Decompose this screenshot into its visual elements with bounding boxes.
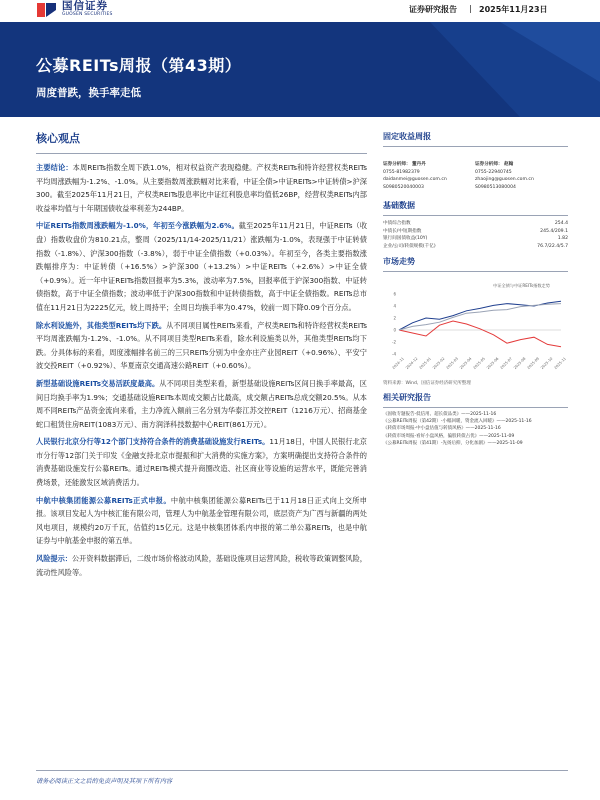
paragraph-main-conclusion [36, 161, 367, 215]
body-text: 从不同项目属性REITs来看，产权类REITs和特许经营权类REITs平均周涨跌幅为-1.2%、-1.0%。从不同项目类型REITs来看，除水利设施类以外，其他类型REITs均下跌。分具体标的来看，周度涨幅排名前三的三只REITs分别为中金亦庄产业园REIT（+0.96%）、平安宁波交投REIT（+0.92%）、华夏南京交通高速公路REIT（+0.60%）。 [36, 320, 367, 371]
analyst-phone: 0755-81982379 [383, 169, 420, 175]
header-separator: | [469, 4, 472, 13]
report-title: 公募REITs周报（第43期） [36, 56, 242, 75]
body-text: 本周REITs指数全周下跌1.0%，相对权益资产表现稳健。产权类REITs和特许经营权类REITs平均周涨跌幅为-1.2%、-1.0%。从主要指数周涨跌幅对比来看，中证全债>中证REITs>中证转债>沪深300。截至2025年11月21日，产权类REITs股息率比中证红利股息率均值低26BP，经营权类REITs内部收益率均值与十年期国债收益率利差为244BP。 [36, 163, 367, 213]
body-text: 公开资料数据滞后，二级市场价格波动风险，基础设施项目运营风险，税收等政策调整风险，流动性风险等。 [36, 554, 367, 577]
basic-data-value: 254.4 [554, 221, 568, 227]
guosen-logo [36, 1, 113, 19]
basic-data-row [383, 243, 568, 250]
related-report-link[interactable]: 《转债市场周报-看好小盘风格，偏股转债占优》——2025-11-09 [383, 433, 515, 439]
market-chart [383, 278, 568, 378]
y-tick-label: -4 [392, 351, 396, 357]
lead-text: 人民银行北京分行等12个部门支持符合条件的消费基础设施发行REITs。 [36, 437, 270, 447]
y-tick-label: 4 [393, 303, 396, 309]
x-tick-label: 2025-01 [418, 356, 433, 371]
analyst-name: 赵翰 [504, 162, 514, 167]
analyst-email[interactable]: zhaojing@guosen.com.cn [475, 177, 534, 183]
related-reports [383, 411, 568, 447]
x-tick-label: 2025-08 [513, 356, 527, 371]
x-tick-label: 2025-10 [540, 356, 554, 371]
footer-divider [36, 770, 568, 771]
related-heading: 相关研究报告 [383, 393, 431, 402]
hero-banner [0, 22, 600, 117]
analyst-2 [475, 161, 567, 191]
lead-text: 中证REITs指数周涨跌幅为-1.0%，年初至今涨跌幅为2.6%。 [36, 221, 239, 231]
y-tick-label: -2 [392, 339, 396, 345]
related-report-link[interactable]: 《公募REITs周报（第41期）-先扬后抑，分化加剧》——2025-11-09 [383, 440, 523, 446]
market-heading: 市场走势 [383, 257, 415, 266]
paragraph-index [36, 219, 367, 314]
basic-data-value: 245.4/209.1 [540, 228, 568, 234]
paragraph-policy [36, 435, 367, 489]
basic-data-key: 中债综合指数 [383, 221, 411, 227]
body-text: 从不同项目类型来看，新型基础设施REITs区间日换手率最高，区间日均换手率为1.9%；交通基础设施REITs本周成交额占比最高，成交额占REITs总成交额20.5%。从本周不同REITs产品资金流向来看，主力净流入额前三名分别为华泰江苏交控REIT（1216万元）、招商基金蛇口租赁住房REIT(1083万元）、南方润泽科技数据中心REIT(861万元）。 [36, 378, 367, 429]
divider [383, 146, 568, 147]
body-text: 11月18日，中国人民银行北京市分行等12部门关于印发《金融支持北京市提振和扩大消费的实施方案》，方案明确提出支持符合条件的消费基础设施发行公募REITs。通过REITs模式提升商圈改造、社区商业等设施的运营水平，既能完善消费场景，还能激发区域消费活力。 [36, 437, 367, 488]
y-tick-label: 0 [393, 327, 396, 333]
analyst-name: 董丹丹 [412, 162, 426, 167]
analyst-1 [383, 161, 475, 191]
basic-data-row [383, 235, 568, 242]
x-tick-label: 2025-11 [553, 356, 568, 371]
lead-text: 除水利设施外，其他类型REITs均下跌。 [36, 320, 167, 330]
divider [383, 215, 568, 216]
chart-source: 资料来源：Wind、国信证券经济研究所整理 [383, 381, 471, 386]
analyst-cert: S0980520040003 [383, 184, 424, 190]
lead-text: 中航中核集团能源公募REITs正式申报。 [36, 495, 171, 505]
lead-text: 风险提示： [36, 554, 72, 564]
analyst-email[interactable]: daidanmei@guosen.com.cn [383, 177, 447, 183]
x-tick-label: 2025-02 [432, 356, 446, 371]
body-text: 中航中核集团能源公募REITs已于11月18日正式向上交所申报。该项目发起人为中核汇能有限公司，管理人为中航基金管理有限公司，底层资产为广西与新疆的两处风电项目，规模约20万千瓦，估值约15亿元。这是中核集团体系内申报的第二单公募REITs，也是中航证券与中航基金申报的第五单。 [36, 495, 367, 546]
x-tick-label: 2025-03 [445, 356, 460, 371]
x-tick-label: 2025-09 [526, 356, 541, 371]
basic-data-heading: 基础数据 [383, 201, 415, 211]
chart-legend-label: 中证全债与中证REITs指数走势 [493, 283, 550, 288]
top-header [0, 0, 600, 22]
basic-data-table [383, 220, 568, 250]
x-tick-label: 2025-05 [472, 356, 487, 371]
paragraph-new-issue [36, 494, 367, 548]
basic-data-key: 企业/公司/转债规模(千亿) [383, 243, 436, 249]
sidebar [383, 131, 568, 447]
report-subtitle: 周度普跌，换手率走低 [36, 87, 141, 99]
report-date: 2025年11月23日 [479, 5, 548, 14]
report-type: 证券研究报告 [409, 5, 457, 14]
basic-data-key: 中债长/中短期指数 [383, 228, 422, 234]
basic-data-key: 银行间国债收益(10Y) [383, 236, 428, 242]
x-tick-label: 2025-07 [499, 356, 514, 371]
lead-text: 新型基础设施REITs交易活跃度最高。 [36, 378, 160, 388]
x-tick-label: 2025-04 [459, 356, 473, 371]
body-text: 截至2025年11月21日，中证REITs（收盘）指数收盘价为810.21点，整周（2025/11/14-2025/11/21）涨跌幅为-1.0%，表现强于中证转债指数（-1.8%）、沪深300指数（-3.8%），弱于中证全债指数（+0.03%）。年初至今，各类主要指数涨跌幅排序为：中证转债（+16.5%）>沪深300（+13.2%）>中证REITs（+2.6%）>中证全债（+0.9%）。近一年中证REITs指数回报率为5.3%，波动率为7.5%，回报率低于沪深300指数、中证转债指数，高于中证全债指数；波动率低于沪深300指数和中证转债指数，高于中证全债指数。REITs总市值在11月21日为2225亿元，较上周持平；全周日均换手率为0.47%，较前一周下降0.09个百分点。 [36, 221, 368, 312]
paragraph-activity [36, 377, 367, 431]
series-line-3 [399, 304, 561, 330]
analyst-title: 证券分析师： [475, 162, 503, 167]
paragraph-types [36, 319, 367, 373]
paragraph-risk [36, 552, 367, 579]
analyst-title: 证券分析师： [383, 162, 411, 167]
basic-data-value: 76.7/22.4/5.7 [537, 243, 568, 249]
x-tick-label: 2024-11 [391, 356, 406, 371]
divider [383, 407, 568, 408]
disclaimer-footer: 请务必阅读正文之后的免责声明及其项下所有内容 [36, 778, 173, 785]
sidebar-heading: 固定收益周报 [383, 132, 431, 141]
lead-text: 主要结论： [36, 163, 73, 172]
analysts [383, 161, 568, 191]
basic-data-value: 1.82 [557, 236, 568, 242]
y-tick-label: 2 [393, 315, 396, 321]
guosen-logo-icon [36, 1, 58, 19]
x-tick-label: 2024-12 [405, 356, 419, 371]
analyst-phone: 0755-22940745 [475, 169, 512, 175]
divider [383, 271, 568, 272]
analyst-cert: S0980513080004 [475, 184, 516, 190]
related-report-link[interactable]: 《转债市场周报-中小盘估值与转债风格》——2025-11-16 [383, 426, 501, 432]
logo-cn: 国信证券 [62, 0, 108, 12]
market-chart-svg [383, 278, 568, 378]
x-tick-label: 2025-06 [486, 356, 500, 371]
core-views [36, 130, 367, 579]
core-heading: 核心观点 [36, 132, 80, 145]
related-report-link[interactable]: 《固收专题报告-低信用、超长债品类》——2025-11-16 [383, 412, 497, 417]
divider [36, 153, 367, 154]
basic-data-row [383, 228, 568, 235]
related-report-link[interactable]: 《公募REITs周报（第42期）-小幅回暖，资金流入回暖》——2025-11-16 [383, 419, 532, 425]
y-tick-label: 6 [393, 291, 396, 297]
basic-data-row [383, 220, 568, 227]
logo-en: GUOSEN SECURITIES [62, 12, 113, 17]
